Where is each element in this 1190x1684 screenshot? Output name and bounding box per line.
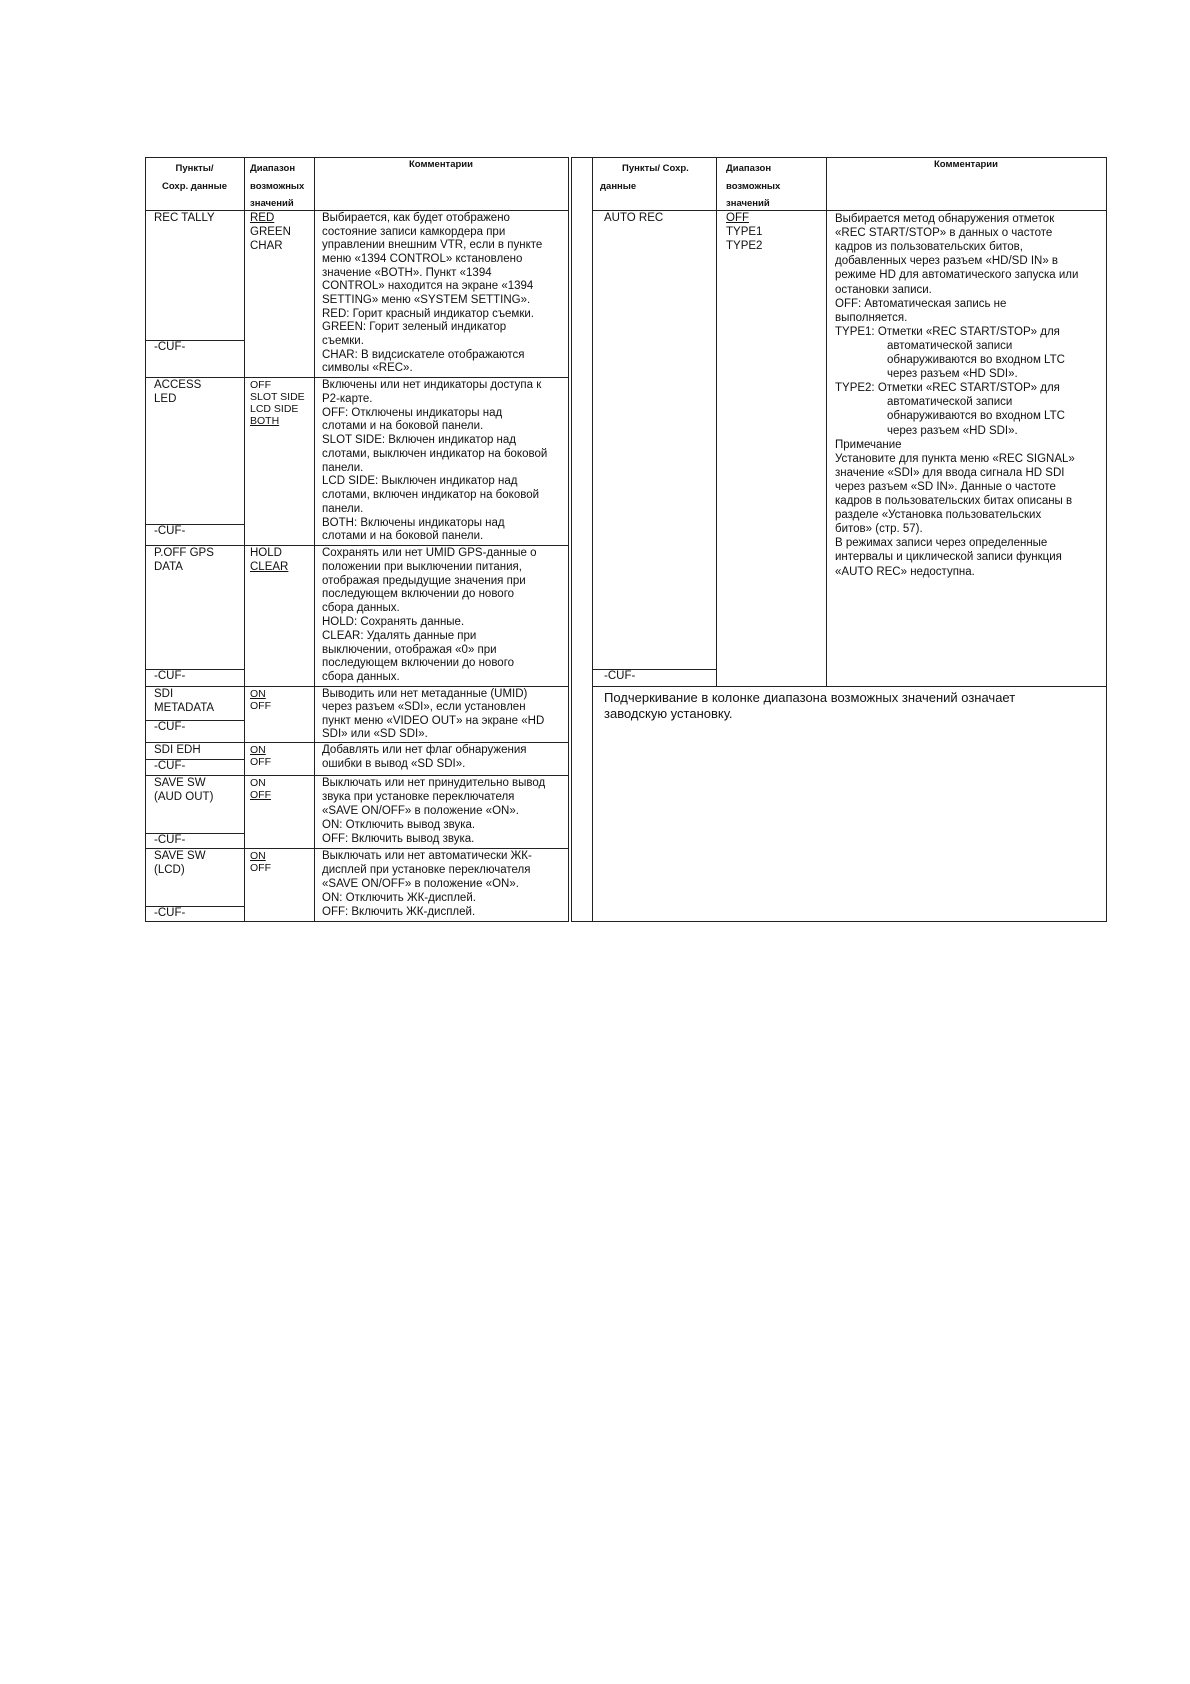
comment-line: «REC START/STOP» в данных о частоте [835, 227, 1053, 240]
range-value: CHAR [250, 239, 283, 252]
comment-line: RED: Горит красный индикатор съемки. [322, 307, 534, 320]
comment-line: «SAVE ON/OFF» в положение «ON». [322, 877, 519, 890]
comment-line: TYPE1: Отметки «REC START/STOP» для [835, 325, 1060, 338]
comment-line: P2-карте. [322, 392, 373, 405]
rule-horizontal [145, 775, 569, 776]
comment-line: выключении, отображая «0» при [322, 643, 497, 656]
range-value: GREEN [250, 225, 291, 238]
range-value: TYPE1 [726, 225, 763, 238]
comment-line: Включены или нет индикаторы доступа к [322, 379, 542, 391]
range-value: TYPE2 [726, 239, 763, 252]
rule-horizontal [571, 921, 593, 922]
footnote-line: Подчеркивание в колонке диапазона возможных значений означает [604, 690, 1016, 705]
rule-horizontal [145, 545, 569, 546]
rule-vertical [592, 157, 593, 922]
header-items: данные [600, 180, 637, 192]
cuf-label: -CUF- [154, 721, 186, 733]
item-name: (AUD OUT) [154, 790, 214, 803]
header-comments: Комментарии [934, 159, 998, 170]
comment-line: LCD SIDE: Выключен индикатор над [322, 475, 518, 488]
comment-line: дисплей при установке переключателя [322, 863, 531, 876]
comment-line: через разъем «SDI», если установлен [322, 701, 526, 714]
comment-line: CHAR: В видсискателе отображаются [322, 348, 525, 361]
header-range: значений [250, 198, 294, 209]
comment-line: слотами, включен индикатор на боковой [322, 489, 540, 501]
header-items: Пункты/ Сохр. [622, 163, 689, 174]
cuf-label: -CUF- [154, 670, 186, 682]
comment-line: остановки записи. [835, 283, 932, 296]
rule-vertical [244, 157, 245, 922]
comment-line: звука при установке переключателя [322, 790, 515, 803]
comment-line: Установите для пункта меню «REC SIGNAL» [835, 452, 1075, 465]
comment-line: режиме HD для автоматического запуска или [835, 269, 1079, 282]
cuf-label: -CUF- [604, 670, 636, 682]
rule-vertical [826, 157, 827, 687]
comment-line: символы «REC». [322, 362, 413, 375]
range-value: CLEAR [250, 560, 289, 573]
item-name: REC TALLY [154, 212, 215, 224]
comment-line: автоматической записи [887, 396, 1013, 409]
comment-line: OFF: Включить ЖК-дисплей. [322, 905, 476, 918]
rule-horizontal [145, 742, 569, 743]
comment-line: Выключать или нет принудительно вывод [322, 777, 546, 789]
comment-line: пункт меню «VIDEO OUT» на экране «HD [322, 714, 545, 727]
comment-line: панели. [322, 502, 364, 515]
comment-line: через разъем «HD SDI». [887, 424, 1018, 437]
comment-line: OFF: Автоматическая запись не [835, 297, 1007, 310]
comment-line: последующем включении до нового [322, 657, 515, 670]
rule-vertical [568, 157, 569, 922]
item-name: METADATA [154, 701, 215, 714]
comment-line: CLEAR: Удалять данные при [322, 629, 477, 642]
comment-line: Выбирается метод обнаружения отметок [835, 213, 1055, 225]
cuf-label: -CUF- [154, 907, 186, 919]
rule-vertical [716, 157, 717, 687]
rule-vertical [314, 157, 315, 922]
comment-line: состояние записи камкордера при [322, 225, 506, 238]
item-name: SDI EDH [154, 744, 201, 756]
rule-horizontal [145, 377, 569, 378]
footnote-line: заводскую установку. [604, 706, 733, 721]
header-items: Сохр. данные [162, 180, 227, 192]
header-comments: Комментарии [409, 159, 473, 170]
rule-horizontal [592, 921, 1107, 922]
comment-line: битов» (стр. 57). [835, 523, 923, 536]
comment-line: обнаруживаются во входном LTC [887, 410, 1065, 423]
comment-line: панели. [322, 461, 364, 474]
rule-horizontal [145, 921, 569, 922]
item-name: DATA [154, 560, 183, 573]
header-range: возможных [726, 180, 781, 192]
range-value: OFF [250, 379, 271, 391]
rule-horizontal [145, 686, 569, 687]
comment-line: Выводить или нет метаданные (UMID) [322, 688, 528, 700]
item-name: AUTO REC [604, 212, 664, 224]
comment-line: BOTH: Включены индикаторы над [322, 516, 505, 529]
comment-line: слотами и на боковой панели. [322, 420, 484, 433]
range-value: OFF [250, 756, 271, 768]
range-value: BOTH [250, 415, 280, 427]
rule-vertical [1106, 157, 1107, 922]
comment-line: Выключать или нет автоматически ЖК- [322, 850, 532, 862]
range-value: LCD SIDE [250, 403, 299, 415]
comment-line: Сохранять или нет UMID GPS-данные о [322, 547, 537, 559]
comment-line: последующем включении до нового [322, 588, 515, 601]
comment-line: через разъем «SD IN». Данные о частоте [835, 480, 1056, 493]
comment-line: CONTROL» находится на экране «1394 [322, 280, 534, 293]
comment-line: управлении внешним VTR, если в пункте [322, 239, 543, 252]
comment-line: Примечание [835, 438, 902, 451]
comment-line: В режимах записи через определенные [835, 537, 1048, 550]
comment-line: HOLD: Сохранять данные. [322, 616, 465, 628]
range-value: RED [250, 212, 275, 224]
comment-line: OFF: Отключены индикаторы над [322, 406, 503, 419]
item-name: SAVE SW [154, 850, 206, 862]
item-name: (LCD) [154, 863, 185, 876]
comment-line: автоматической записи [887, 339, 1013, 352]
item-name: P.OFF GPS [154, 547, 214, 559]
item-name: LED [154, 392, 177, 405]
comment-line: интервалы и циклической записи функция [835, 551, 1062, 564]
comment-line: SDI» или «SD SDI». [322, 727, 428, 740]
item-name: SAVE SW [154, 777, 206, 789]
comment-line: отображая предыдущие значения при [322, 574, 526, 587]
range-value: OFF [250, 700, 271, 712]
header-range: Диапазон [726, 163, 772, 174]
comment-line: кадров в пользовательских битах описаны в [835, 495, 1073, 507]
comment-line: SETTING» меню «SYSTEM SETTING». [322, 294, 531, 306]
range-value: OFF [726, 212, 749, 224]
comment-line: добавленных через разъем «HD/SD IN» в [835, 255, 1059, 268]
range-value: HOLD [250, 547, 282, 559]
comment-line: ошибки в вывод «SD SDI». [322, 757, 466, 770]
comment-line: обнаруживаются во входном LTC [887, 354, 1065, 366]
range-value: ON [250, 744, 266, 756]
range-value: OFF [250, 789, 271, 801]
comment-line: «SAVE ON/OFF» в положение «ON». [322, 804, 519, 817]
comment-line: ON: Отключить ЖК-дисплей. [322, 891, 476, 904]
header-range: возможных [250, 180, 305, 192]
item-name: SDI [154, 688, 174, 700]
rule-vertical [145, 157, 146, 922]
rule-horizontal [145, 210, 569, 211]
comment-line: OFF: Включить вывод звука. [322, 832, 475, 845]
rule-horizontal [592, 210, 1107, 211]
comment-line: GREEN: Горит зеленый индикатор [322, 321, 507, 334]
comment-line: кадров из пользовательских битов, [835, 241, 1023, 254]
header-items: Пункты/ [175, 163, 214, 174]
item-name: ACCESS [154, 379, 202, 391]
cuf-label: -CUF- [154, 525, 186, 537]
rule-horizontal [592, 686, 1107, 687]
cuf-label: -CUF- [154, 760, 186, 772]
range-value: ON [250, 688, 266, 700]
comment-line: TYPE2: Отметки «REC START/STOP» для [835, 382, 1060, 395]
comment-line: значение «SDI» для ввода сигнала HD SDI [835, 466, 1065, 479]
cuf-label: -CUF- [154, 341, 186, 353]
comment-line: положении при выключении питания, [322, 560, 522, 573]
header-range: значений [726, 198, 770, 209]
comment-line: через разъем «HD SDI». [887, 368, 1018, 381]
range-value: ON [250, 777, 266, 789]
comment-line: съемки. [322, 335, 364, 347]
comment-line: разделе «Установка пользовательских [835, 509, 1042, 522]
rule-vertical [571, 157, 572, 922]
rule-horizontal [571, 157, 593, 158]
rule-horizontal [145, 848, 569, 849]
comment-line: SLOT SIDE: Включен индикатор над [322, 434, 517, 446]
comment-line: «AUTO REC» недоступна. [835, 565, 975, 578]
comment-line: Добавлять или нет флаг обнаружения [322, 744, 527, 756]
comment-line: сбора данных. [322, 602, 400, 615]
range-value: SLOT SIDE [250, 391, 305, 403]
header-range: Диапазон [250, 163, 296, 174]
comment-line: значение «BOTH». Пункт «1394 [322, 266, 492, 279]
comment-line: ON: Отключить вывод звука. [322, 818, 476, 831]
comment-line: сбора данных. [322, 671, 400, 684]
comment-line: выполняется. [835, 311, 908, 324]
range-value: ON [250, 850, 266, 862]
comment-line: слотами, выключен индикатор на боковой [322, 447, 548, 460]
cuf-label: -CUF- [154, 834, 186, 846]
range-value: OFF [250, 862, 271, 874]
comment-line: меню «1394 CONTROL» кстановлено [322, 253, 523, 265]
comment-line: слотами и на боковой панели. [322, 530, 484, 543]
comment-line: Выбирается, как будет отображено [322, 212, 510, 224]
